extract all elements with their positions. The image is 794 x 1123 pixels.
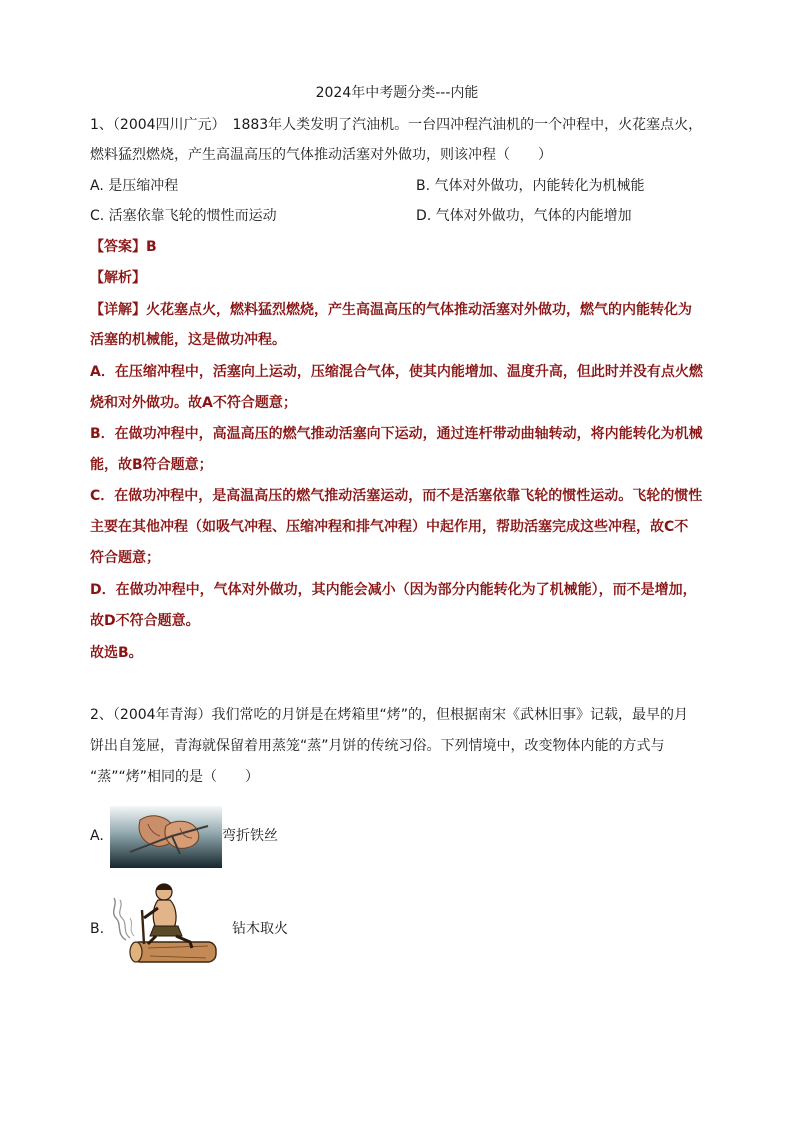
q1-analysis-b-line2: 能，故B符合题意； <box>90 457 213 473</box>
q1-analysis-d-line1: D．在做功冲程中，气体对外做功，其内能会减小（因为部分内能转化为了机械能），而不是增加， <box>90 582 697 598</box>
q2-stem-line3: “蒸”“烤”相同的是（ ） <box>90 769 260 785</box>
q1-analysis-a-line2: 烧和对外做功。故A不符合题意； <box>90 395 297 411</box>
q1-analysis-b-line1: B．在做功冲程中，高温高压的燃气推动活塞向下运动，通过连杆带动曲轴转动，将内能转化为机械 <box>90 426 703 442</box>
q1-analysis-c-line3: 符合题意； <box>90 550 160 566</box>
q1-analysis-c-line2: 主要在其他冲程（如吸气冲程、压缩冲程和排气冲程）中起作用，帮助活塞完成这些冲程，故C不 <box>90 519 689 535</box>
q1-conclusion: 故选B。 <box>90 645 143 661</box>
q1-option-b: B. 气体对外做功，内能转化为机械能 <box>416 178 645 194</box>
q1-stem-line1: 1、（2004四川广元） 1883年人类发明了汽油机。一台四冲程汽油机的一个冲程中，火花塞点火， <box>90 117 703 133</box>
page-title: 2024年中考题分类---内能 <box>315 85 479 101</box>
q1-analysis-d-line2: 故D不符合题意。 <box>90 613 200 629</box>
q2-stem-line1: 2、（2004年青海）我们常吃的月饼是在烤箱里“烤”的，但根据南宋《武林旧事》记载，最早的月 <box>90 707 689 723</box>
q1-detail-line2: 活塞的机械能，这是做功冲程。 <box>90 332 286 348</box>
q1-answer: 【答案】B <box>90 239 157 255</box>
bending-wire-illustration <box>110 806 222 868</box>
q1-analysis-a-line1: A．在压缩冲程中，活塞向上运动，压缩混合气体，使其内能增加、温度升高，但此时并没有点火燃 <box>90 364 703 380</box>
q2-option-a-letter: A. <box>90 828 104 844</box>
q1-detail-line1: 【详解】火花塞点火，燃料猛烈燃烧，产生高温高压的气体推动活塞对外做功，燃气的内能转化为 <box>90 302 692 318</box>
q2-option-b-letter: B. <box>90 921 105 937</box>
q1-stem-line2: 燃料猛烈燃烧，产生高温高压的气体推动活塞对外做功，则该冲程（ ） <box>90 147 552 163</box>
q2-stem-line2: 饼出自笼屉，青海就保留着用蒸笼“蒸”月饼的传统习俗。下列情境中，改变物体内能的方式与 <box>90 738 665 754</box>
q1-analysis-label: 【解析】 <box>90 270 146 286</box>
q1-option-a: A. 是压缩冲程 <box>90 178 179 194</box>
q2-option-b-text: 钻木取火 <box>232 921 288 937</box>
q1-analysis-c-line1: C．在做功冲程中，是高温高压的燃气推动活塞运动，而不是活塞依靠飞轮的惯性运动。飞轮的惯性 <box>90 488 703 504</box>
drilling-wood-fire-illustration <box>108 878 220 974</box>
q2-option-a-text: 弯折铁丝 <box>222 828 278 844</box>
q1-option-d: D. 气体对外做功，气体的内能增加 <box>416 208 632 224</box>
q1-option-c: C. 活塞依靠飞轮的惯性而运动 <box>90 208 277 224</box>
